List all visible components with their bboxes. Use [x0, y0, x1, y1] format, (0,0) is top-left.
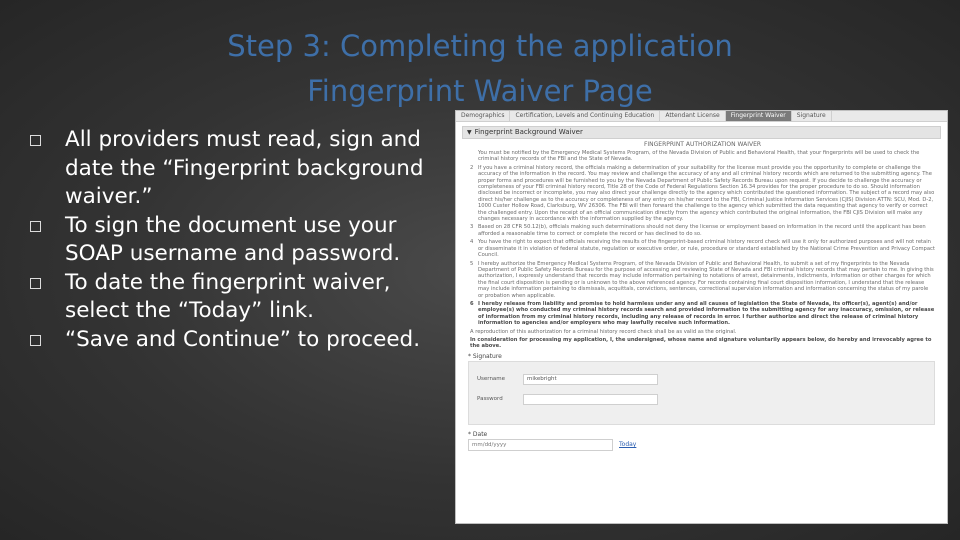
waiver-document — [470, 141, 935, 350]
tab-certification[interactable]: Certification, Levels and Continuing Education — [510, 111, 660, 121]
waiver-paragraph — [470, 224, 935, 237]
paragraph-number: 2 — [470, 164, 474, 171]
closing-note-text: A reproduction of this authorization for a criminal history record check shall be as valid as the original. — [470, 328, 737, 335]
waiver-paragraph — [470, 150, 935, 163]
paragraph-text: I hereby authorize the Emergency Medical Systems Program, of the Nevada Division of Public and Behavioral Health, to submit a set of my fingerprints to the Nevada Department of Public Safety Records Bureau for the purpose of accessing and reviewing State of Nevada and FBI criminal history records that may pertain to me. In giving this authorization, I expressly understand that records may include information pertaining to notations of arrest, detainments, indictments, information or other charges for which the final court disposition is pending or is unknown to the above referenced agency. For records containing final court disposition information, I understand that the release may include information pertaining to dismissals, acquittals, convictions, sentences, correctional supervision information and information concerning the status of my parole or probation when applicable. — [478, 260, 934, 299]
bullet-item — [30, 126, 440, 212]
today-link[interactable]: Today — [619, 441, 637, 449]
slide-title-line1: Step 3: Completing the application — [227, 29, 733, 63]
checkbox-bullet-icon — [30, 335, 41, 346]
bullet-item — [30, 212, 440, 269]
paragraph-number: 4 — [470, 239, 474, 246]
waiver-paragraph — [470, 165, 935, 223]
tab-attendant-license[interactable]: Attendant License — [660, 111, 725, 121]
date-input[interactable]: mm/dd/yyyy — [468, 439, 613, 451]
panel-header[interactable] — [462, 126, 941, 139]
paragraph-text: Based on 28 CFR 50.12(b), officials making such determinations should not deny the license or employment based on information in the record until the applicant has been afforded a reasonable time to correct or complete the record or has declined to do so. — [478, 224, 926, 237]
tab-signature[interactable]: Signature — [792, 111, 832, 121]
bullet-text: All providers must read, sign and date the “Fingerprint background waiver.” — [65, 127, 424, 209]
paragraph-text: You have the right to expect that officials receiving the results of the fingerprint-based criminal history record check will use it only for authorized purposes and will not retain or disseminate it in violation of federal statute, regulation or executive order, or rule, procedure or standard established by the National Crime Prevention and Privacy Compact Council. — [478, 239, 935, 259]
paragraph-number — [470, 150, 478, 163]
tab-demographics[interactable]: Demographics — [456, 111, 510, 121]
application-tabs — [456, 111, 947, 122]
paragraph-text: If you have a criminal history record, the officials making a determination of your suitability for the license must provide you the opportunity to complete or challenge the accuracy of the information in the record. You may review and challenge the accuracy of any and all criminal history records which are returned to the submitting agency. The proper forms and procedures will be furnished to you by the Nevada Department of Public Safety Records Bureau upon request. If you decide to challenge the accuracy or completeness of your FBI criminal history record, Title 28 of the Code of Federal Regulations Section 16.34 provides for the proper procedure to do so. Should information disclosed be incorrect or incomplete, you may also direct your challenge directly to the agency which contributed the questioned information. The subject of a record may also direct his/her challenge as to the accuracy or completeness of any entry on his/her record to the FBI, Criminal Justice Information Services (CJIS) Division ATTN: SCU, Mod. D-2, 1000 Custer Hollow Road, Clarksburg, WV 26306. The FBI will then forward the challenge to the agency which submitted the data requesting that agency to verify or correct the challenged entry. Upon the receipt of an official communication directly from the agency which contributed the original information, the FBI CJIS Division will make any changes necessary in accordance with the information supplied by the agency. — [478, 164, 935, 223]
bullet-text: To date the fingerprint waiver, select the “Today” link. — [65, 269, 391, 323]
panel-title: Fingerprint Background Waiver — [474, 128, 583, 136]
signature-label: * Signature — [468, 352, 502, 360]
bullet-text: To sign the document use your SOAP username and password. — [65, 212, 401, 266]
waiver-paragraph — [470, 261, 935, 299]
consent-statement — [470, 337, 935, 350]
paragraph-text: I hereby release from liability and promise to hold harmless under any and all causes of legislation the State of Nevada, its officer(s), agent(s) and/or employee(s) who conducted my criminal history records search and provided information to the submitting agency for any inaccuracy, omission, or release of information from my criminal history records, including any release of records in error. I further authorize and direct the release of criminal history information to agencies and/or employers who may lawfully receive such information. — [478, 300, 935, 327]
paragraph-text: You must be notified by the Emergency Medical Systems Program, of the Nevada Division of Public and Behavioral Health, that your fingerprints will be used to check the criminal history records of the FBI and the State of Nevada. — [478, 150, 920, 163]
password-row — [477, 394, 658, 405]
username-input[interactable]: mikebright — [523, 374, 658, 385]
password-label: Password — [477, 396, 503, 403]
slide-title-line2: Fingerprint Waiver Page — [307, 74, 653, 108]
bullet-list — [30, 126, 440, 354]
username-row — [477, 374, 658, 385]
chevron-down-icon: ▼ — [467, 129, 472, 136]
username-label: Username — [477, 376, 506, 383]
tab-fingerprint-waiver[interactable]: Fingerprint Waiver — [726, 111, 792, 121]
checkbox-bullet-icon — [30, 278, 41, 289]
bullet-item — [30, 269, 440, 326]
document-title: FINGERPRINT AUTHORIZATION WAIVER — [643, 141, 762, 148]
application-screenshot — [455, 110, 948, 524]
signature-box — [468, 361, 935, 425]
paragraph-number: 5 — [470, 260, 474, 267]
bullet-item — [30, 326, 440, 355]
consent-text: In consideration for processing my application, I, the undersigned, whose name and signature voluntarily appears below, do hereby and irrevocably agree to the above. — [470, 336, 932, 350]
checkbox-bullet-icon — [30, 221, 41, 232]
date-label: * Date — [468, 430, 488, 438]
date-row — [468, 439, 935, 451]
password-input[interactable] — [523, 394, 658, 405]
closing-note — [470, 329, 935, 335]
waiver-paragraph — [470, 301, 935, 327]
paragraph-number: 6 — [470, 300, 474, 307]
bullet-text: “Save and Continue” to proceed. — [65, 326, 421, 352]
paragraph-number: 3 — [470, 224, 474, 231]
checkbox-bullet-icon — [30, 135, 41, 146]
waiver-paragraph — [470, 239, 935, 258]
